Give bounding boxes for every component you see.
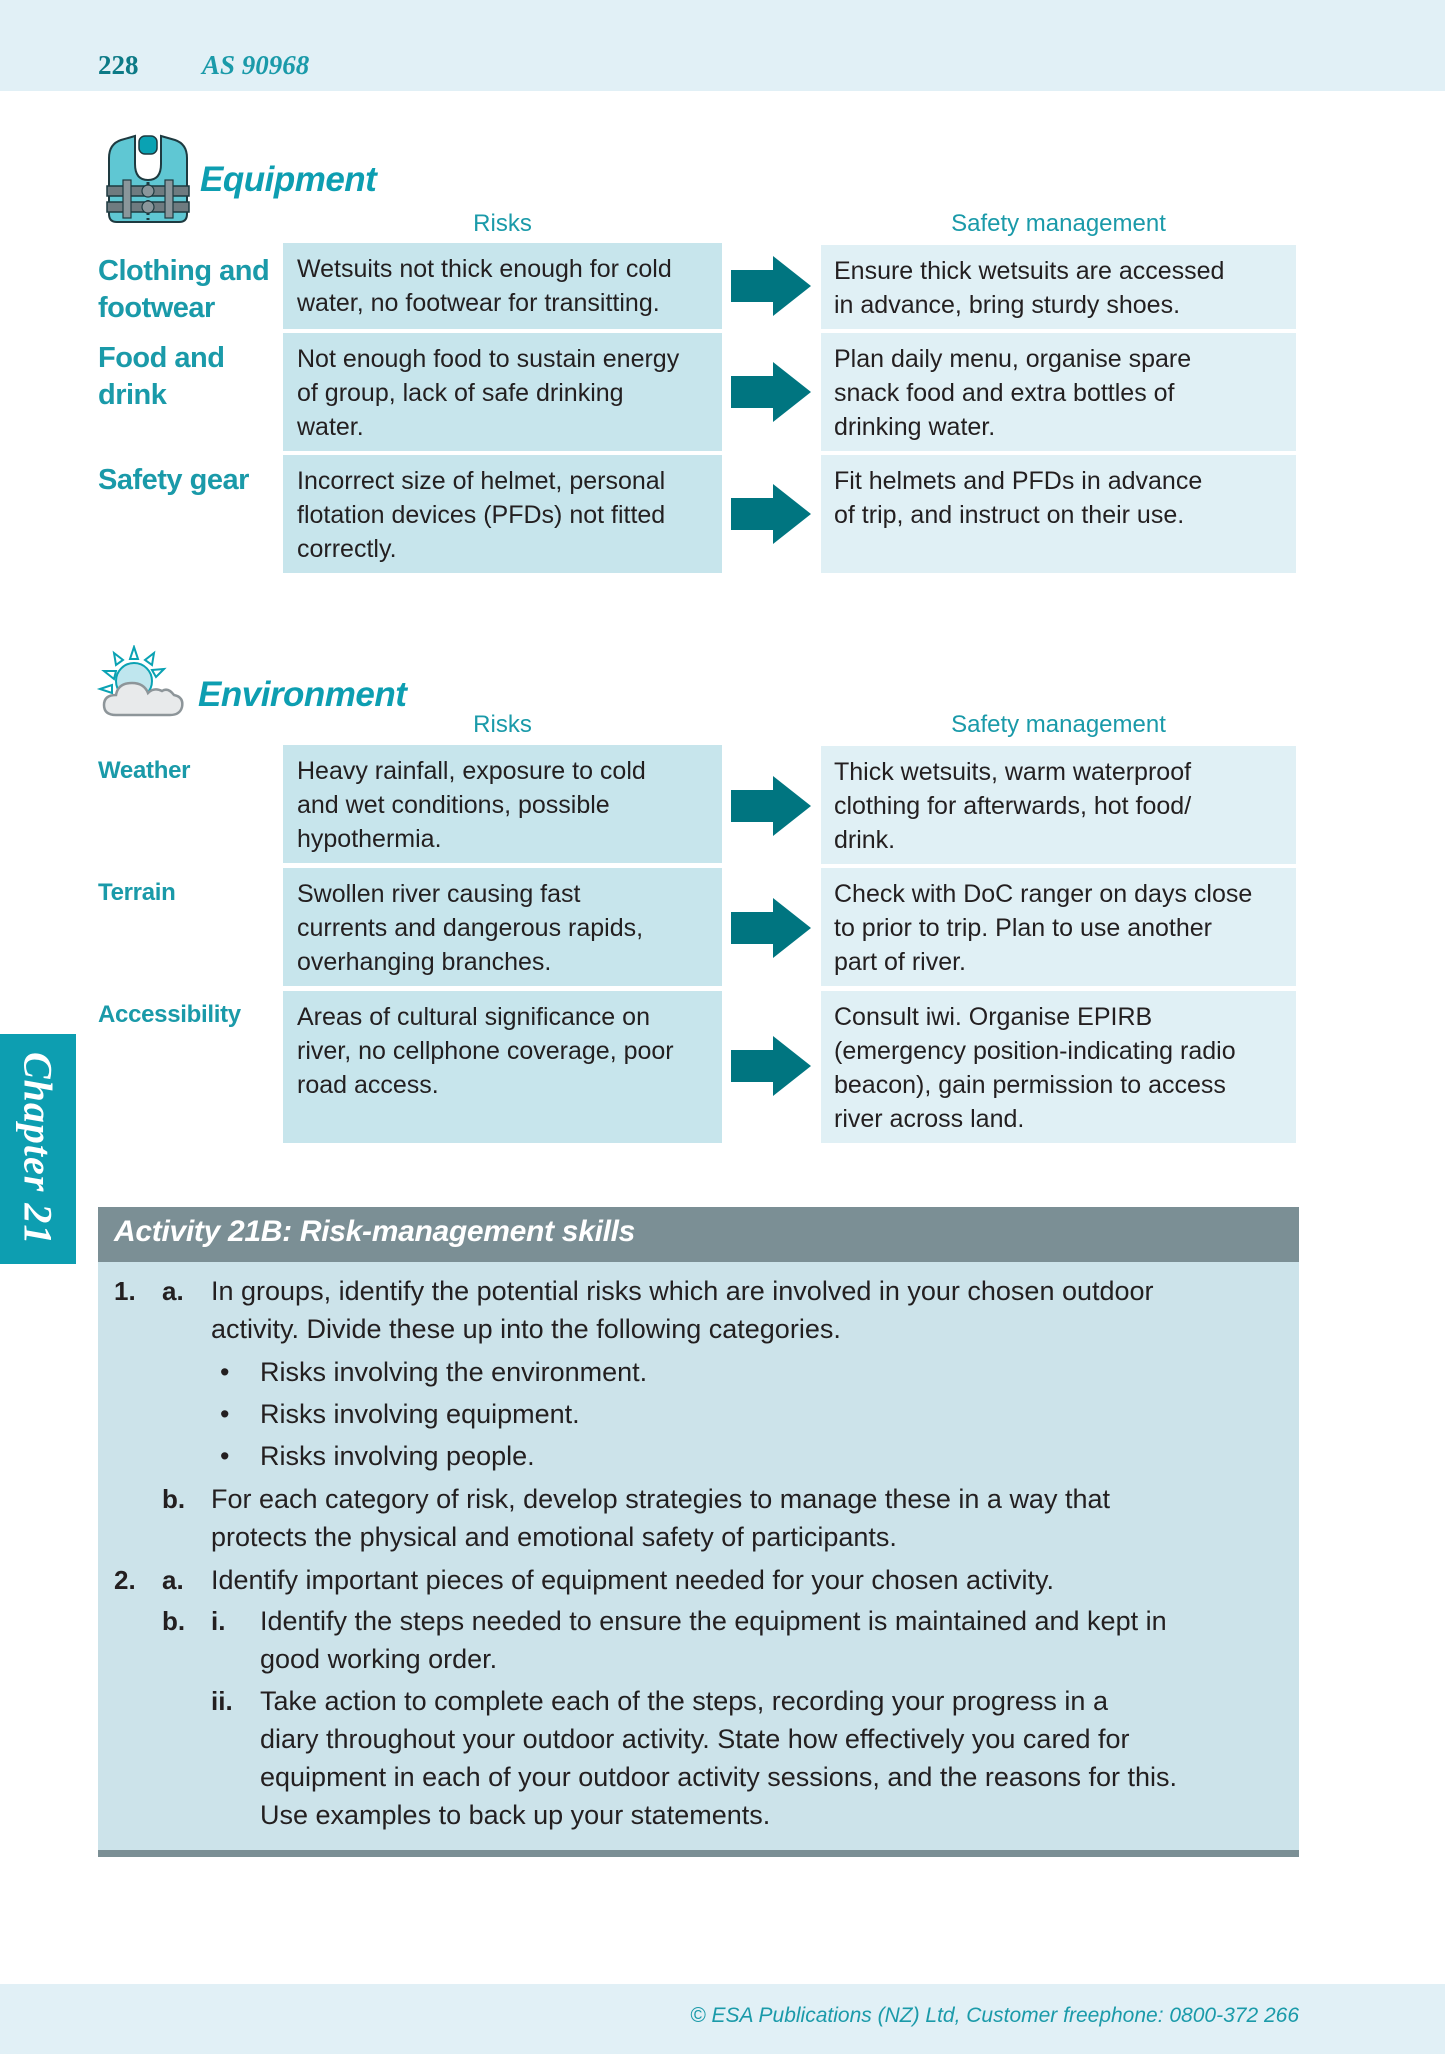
row-label-terrain: Terrain [98, 879, 176, 906]
question-roman: ii. [211, 1686, 233, 1716]
activity-title: Activity 21B: Risk-management skills [98, 1207, 1299, 1262]
page-number: 228 [98, 50, 139, 80]
sun-cloud-icon [96, 645, 186, 721]
arrow-right-icon [731, 362, 811, 422]
life-jacket-icon [101, 134, 195, 226]
bullet-icon: • [220, 1357, 230, 1387]
risk-box-accessibility: Areas of cultural significance on river, no cellphone coverage, poor road access. [283, 991, 722, 1143]
risk-box-terrain: Swollen river causing fast currents and dangerous rapids, overhanging branches. [283, 868, 722, 986]
activity-box [98, 1207, 1299, 1857]
bullet-icon: • [220, 1441, 230, 1471]
row-label-food-drink: Food and drink [98, 342, 225, 411]
chapter-tab [0, 1034, 76, 1264]
bullet-item: Risks involving the environment. [260, 1357, 648, 1387]
question-number: 2. [114, 1565, 136, 1595]
question-roman: i. [211, 1606, 226, 1636]
question-text: In groups, identify the potential risks which are involved in your chosen outdoor [211, 1276, 1154, 1306]
arrow-right-icon [731, 898, 811, 958]
row-label-clothing-footwear: Clothing and footwear [98, 255, 270, 324]
question-text: Take action to complete each of the steps, recording your progress in a [260, 1686, 1108, 1716]
question-text: For each category of risk, develop strategies to manage these in a way that [211, 1484, 1110, 1514]
question-letter: b. [162, 1484, 186, 1514]
question-text: good working order. [260, 1644, 498, 1674]
question-text: diary throughout your outdoor activity. State how effectively you cared for [260, 1724, 1130, 1754]
row-label-weather: Weather [98, 757, 191, 784]
management-box-accessibility: Consult iwi. Organise EPIRB (emergency position-indicating radio beacon), gain permission to access river across land. [821, 991, 1296, 1143]
risk-box-clothing-footwear: Wetsuits not thick enough for cold water, no footwear for transitting. [283, 243, 722, 329]
column-header-risks: Risks [473, 210, 532, 237]
question-text: Identify the steps needed to ensure the equipment is maintained and kept in [260, 1606, 1167, 1636]
question-letter: a. [162, 1276, 184, 1306]
bullet-icon: • [220, 1399, 230, 1429]
arrow-right-icon [731, 776, 811, 836]
row-label-safety-gear: Safety gear [98, 464, 249, 496]
question-number: 1. [114, 1276, 136, 1306]
section-title-environment: Environment [198, 675, 407, 714]
standard-code: AS 90968 [202, 50, 310, 80]
arrow-right-icon [731, 256, 811, 316]
question-text: equipment in each of your outdoor activity sessions, and the reasons for this. [260, 1762, 1178, 1792]
management-box-weather: Thick wetsuits, warm waterproof clothing for afterwards, hot food/ drink. [821, 746, 1296, 864]
bullet-item: Risks involving people. [260, 1441, 535, 1471]
row-label-accessibility: Accessibility [98, 1001, 241, 1028]
management-box-clothing-footwear: Ensure thick wetsuits are accessed in advance, bring sturdy shoes. [821, 245, 1296, 329]
arrow-right-icon [731, 484, 811, 544]
bullet-item: Risks involving equipment. [260, 1399, 580, 1429]
question-text: Identify important pieces of equipment needed for your chosen activity. [211, 1565, 1054, 1595]
column-header-safety-management: Safety management [951, 210, 1166, 237]
management-box-food-drink: Plan daily menu, organise spare snack food and extra bottles of drinking water. [821, 333, 1296, 451]
column-header-risks: Risks [473, 711, 532, 738]
chapter-tab-label: Chapter 21 [15, 1052, 61, 1246]
footer-copyright: © ESA Publications (NZ) Ltd, Customer freephone: 0800-372 266 [690, 2004, 1299, 2027]
management-box-safety-gear: Fit helmets and PFDs in advance of trip, and instruct on their use. [821, 455, 1296, 573]
section-title-equipment: Equipment [200, 160, 377, 199]
risk-box-weather: Heavy rainfall, exposure to cold and wet conditions, possible hypothermia. [283, 745, 722, 863]
risk-box-safety-gear: Incorrect size of helmet, personal flotation devices (PFDs) not fitted correctly. [283, 455, 722, 573]
question-text: activity. Divide these up into the following categories. [211, 1314, 841, 1344]
question-text: Use examples to back up your statements. [260, 1800, 771, 1830]
question-letter: a. [162, 1565, 184, 1595]
question-text: protects the physical and emotional safety of participants. [211, 1522, 897, 1552]
management-box-terrain: Check with DoC ranger on days close to prior to trip. Plan to use another part of river. [821, 868, 1296, 986]
column-header-safety-management: Safety management [951, 711, 1166, 738]
question-letter: b. [162, 1606, 186, 1636]
risk-box-food-drink: Not enough food to sustain energy of group, lack of safe drinking water. [283, 333, 722, 451]
arrow-right-icon [731, 1036, 811, 1096]
